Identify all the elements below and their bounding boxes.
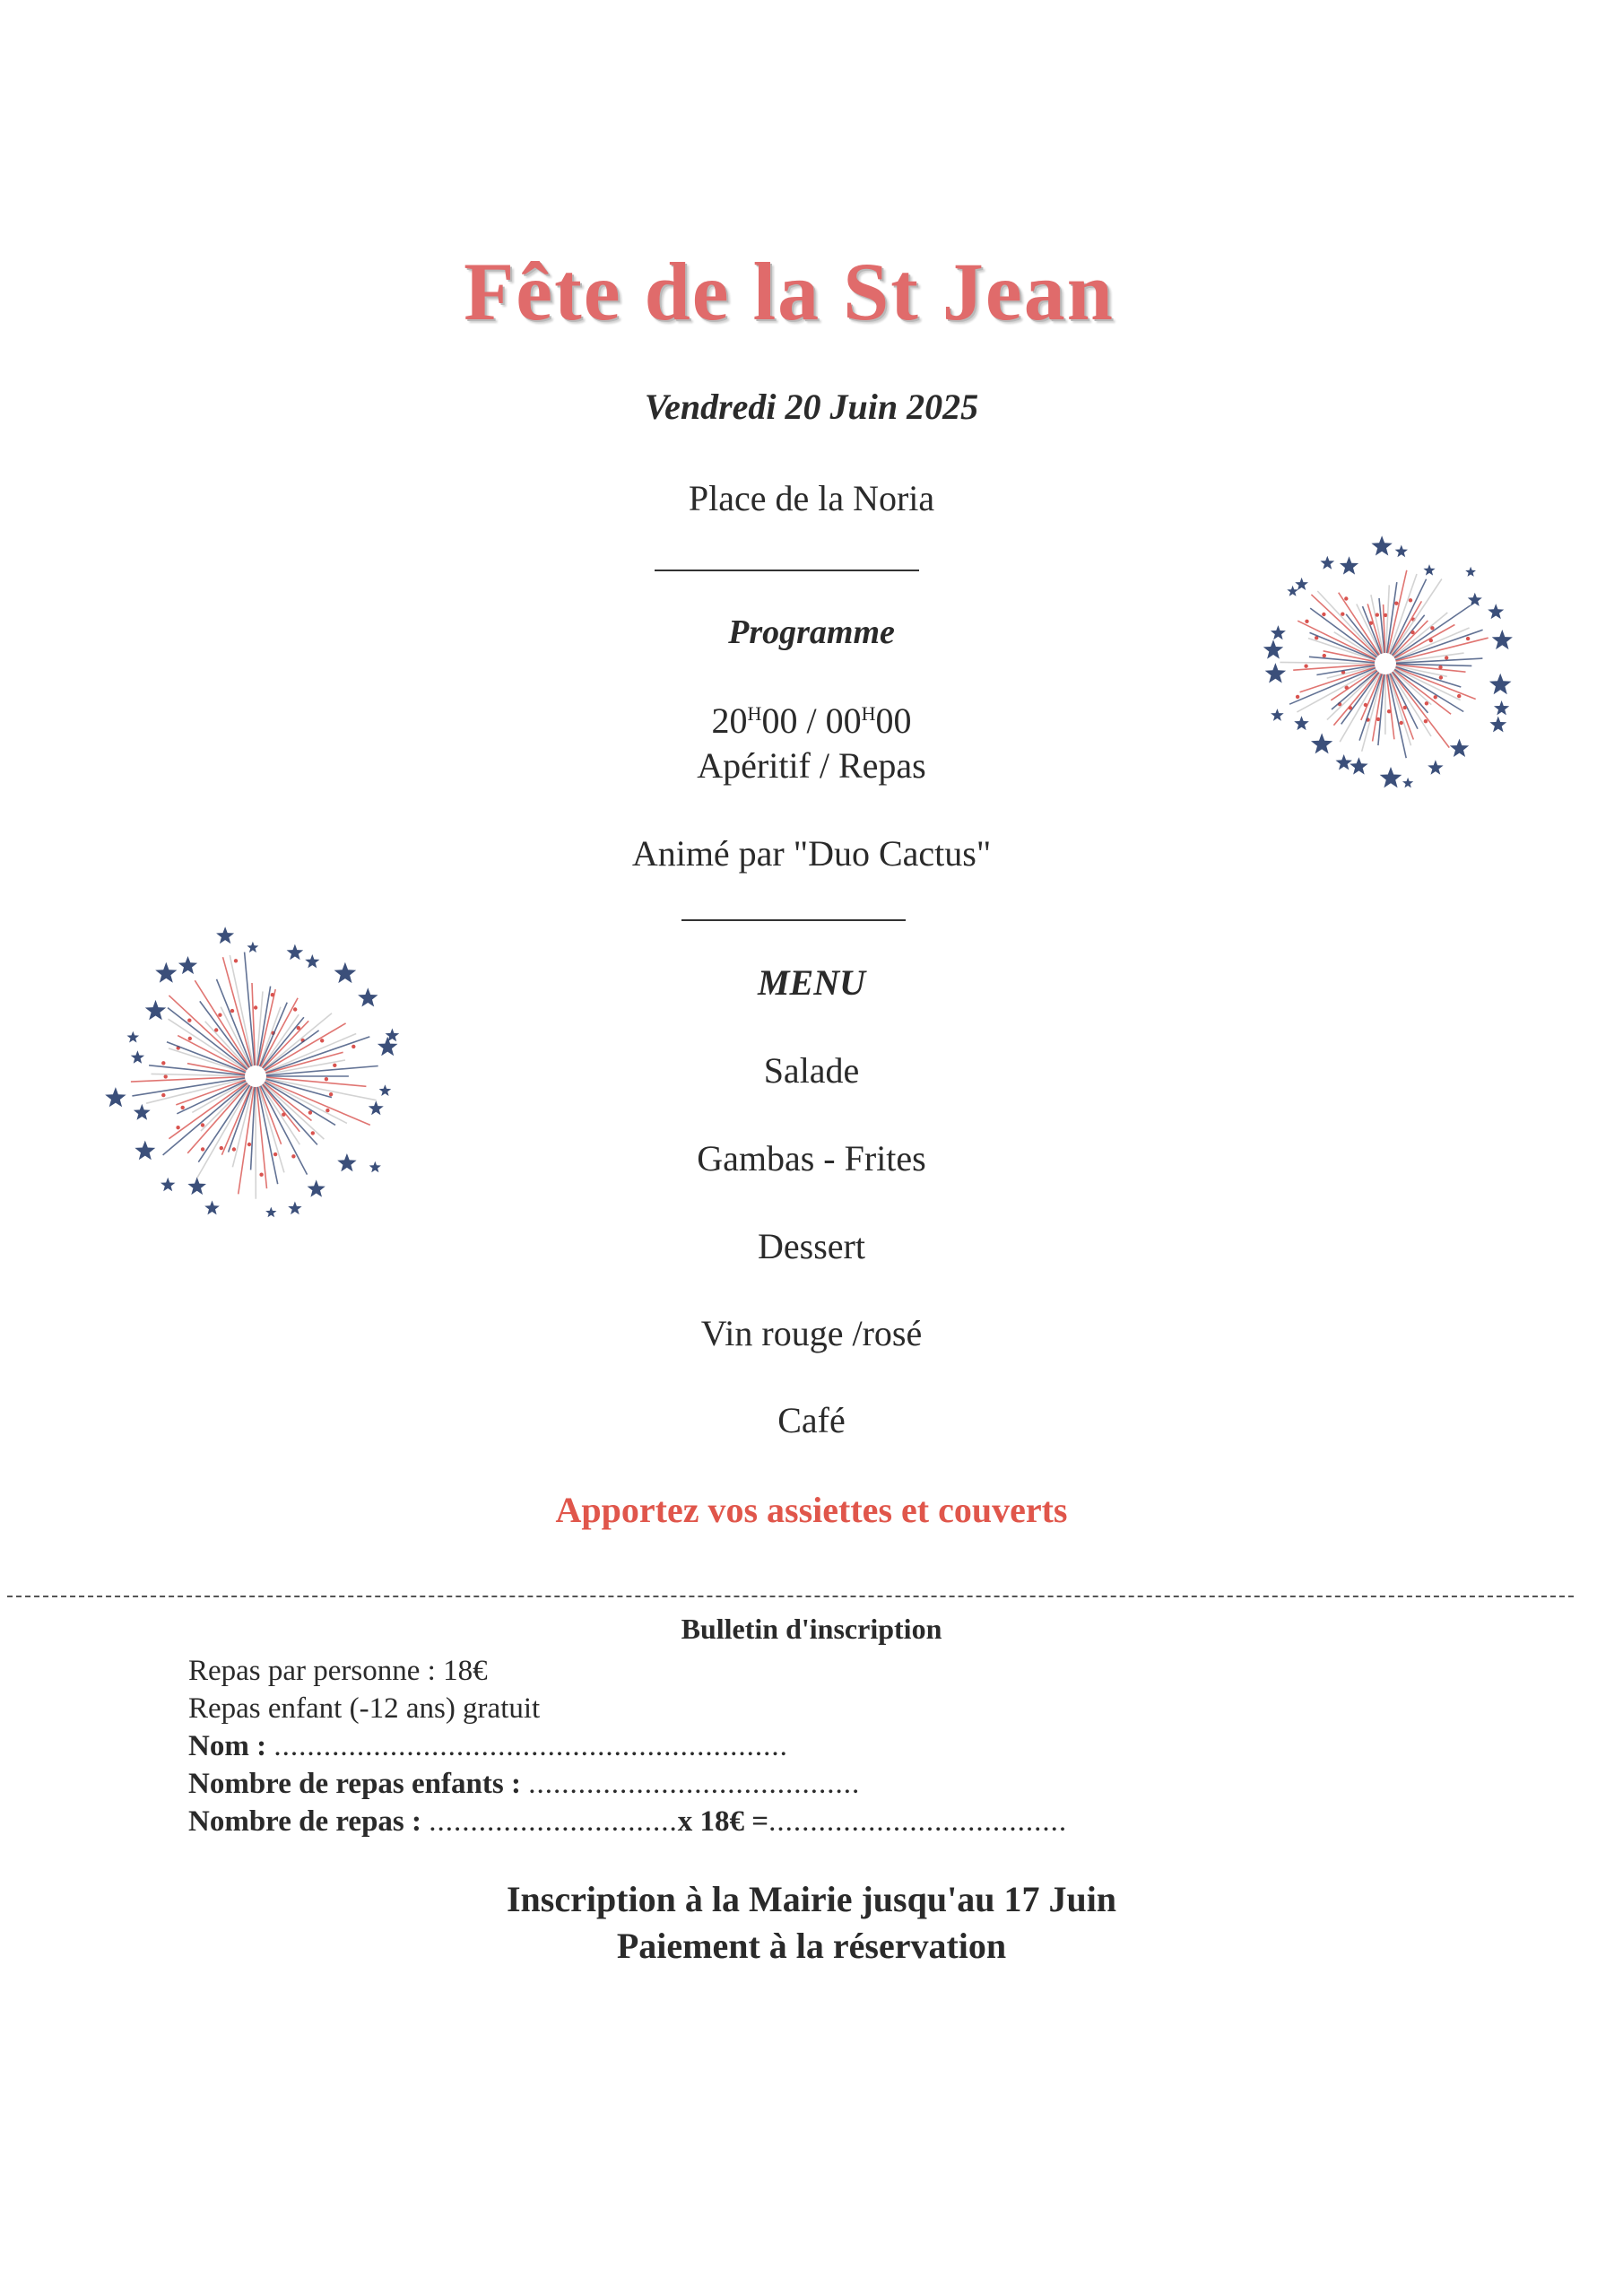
- firework-star: [1287, 586, 1298, 596]
- firework-spark: [254, 1005, 257, 1009]
- firework-star: [145, 1000, 166, 1020]
- firework-spark: [1344, 596, 1348, 600]
- firework-spark: [1466, 637, 1470, 640]
- firework-spark: [161, 1093, 165, 1097]
- name-field[interactable]: [188, 1727, 788, 1765]
- firework-spark: [293, 1007, 297, 1011]
- menu-item: Gambas - Frites: [697, 1138, 926, 1178]
- firework-star: [1271, 709, 1284, 721]
- menu-item: Café: [777, 1400, 846, 1440]
- firework-star: [369, 1161, 381, 1173]
- firework-star: [1294, 716, 1309, 730]
- firework-stars: [1263, 535, 1513, 787]
- firework-star: [1320, 556, 1334, 570]
- firework-spark: [1424, 719, 1428, 723]
- firework-spark: [1403, 706, 1407, 709]
- firework-star: [1494, 700, 1509, 715]
- firework-spark: [188, 1037, 192, 1040]
- firework-spark: [1429, 639, 1433, 642]
- firework-ray: [178, 1036, 246, 1072]
- firework-star: [134, 1104, 151, 1120]
- name-label: Nom :: [188, 1730, 267, 1762]
- meals-field[interactable]: [188, 1803, 1067, 1840]
- firework-star: [265, 1207, 276, 1218]
- firework-star: [1492, 630, 1513, 649]
- firework-spark: [1387, 709, 1391, 713]
- firework-spark: [201, 1147, 204, 1151]
- firework-spark: [1322, 613, 1325, 616]
- notice-bring-plates: Apportez vos assiettes et couverts: [555, 1490, 1068, 1530]
- cut-line: [7, 1596, 1574, 1597]
- firework-star: [178, 956, 197, 974]
- firework-spark: [1341, 613, 1344, 616]
- firework-star: [287, 944, 304, 961]
- firework-spark: [187, 1019, 191, 1022]
- firework-spark: [1434, 695, 1437, 699]
- firework-star: [379, 1084, 392, 1096]
- time-start-min: 00: [761, 700, 798, 741]
- firework-spark: [320, 1039, 324, 1042]
- firework-star: [1371, 535, 1392, 555]
- firework-star: [131, 1050, 144, 1064]
- firework-stars: [105, 926, 399, 1217]
- firework-star: [288, 1202, 301, 1215]
- payment-note: Paiement à la réservation: [616, 1926, 1007, 1966]
- firework-spark: [1296, 695, 1299, 699]
- firework-star: [334, 962, 357, 983]
- divider-line: [681, 919, 906, 921]
- firework-spark: [247, 1143, 251, 1146]
- firework-star: [1263, 639, 1283, 658]
- firework-star: [216, 926, 234, 944]
- firework-spark: [273, 1152, 277, 1156]
- firework-spark: [181, 1106, 185, 1109]
- price-adult: Repas par personne : 18€: [188, 1655, 488, 1687]
- firework-spark: [333, 1064, 336, 1067]
- firework-spark: [1394, 602, 1398, 605]
- firework-spark: [164, 1074, 168, 1078]
- firework-spark: [1457, 694, 1461, 698]
- firework-spark: [1376, 613, 1379, 616]
- firework-rays: [1280, 570, 1488, 758]
- meals-dots: ..............................: [429, 1805, 678, 1838]
- firework-spark: [1430, 626, 1434, 630]
- firework-spark: [161, 1061, 165, 1065]
- fireworks-icon: [85, 906, 426, 1247]
- firework-spark: [308, 1110, 312, 1114]
- children-meals-label: Nombre de repas enfants :: [188, 1768, 521, 1800]
- firework-star: [305, 954, 319, 968]
- menu-item: Dessert: [758, 1226, 865, 1266]
- firework-spark: [1409, 598, 1412, 602]
- firework-spark: [1425, 701, 1428, 705]
- firework-star: [105, 1087, 126, 1107]
- firework-star: [127, 1031, 140, 1043]
- firework-ray: [263, 1021, 308, 1068]
- hour-marker: H: [747, 702, 762, 725]
- firework-spark: [230, 1009, 234, 1013]
- meals-total-dots: ....................................: [768, 1805, 1068, 1838]
- firework-star: [1395, 545, 1408, 558]
- firework-spark: [291, 1154, 295, 1158]
- firework-star: [1428, 760, 1443, 775]
- event-date: Vendredi 20 Juin 2025: [644, 387, 979, 427]
- firework-spark: [311, 1131, 315, 1135]
- time-start-hour: 20: [711, 700, 748, 741]
- time-end-min: 00: [875, 700, 912, 741]
- fireworks-icon: [1237, 516, 1533, 812]
- meals-label: Nombre de repas :: [188, 1805, 422, 1838]
- firework-star: [1311, 733, 1332, 753]
- firework-spark: [1304, 665, 1307, 668]
- firework-star: [1271, 625, 1286, 639]
- firework-star: [358, 987, 378, 1006]
- page-title: Fête de la St Jean: [464, 246, 1115, 337]
- hour-marker: H: [861, 702, 876, 725]
- firework-spark: [1384, 613, 1387, 617]
- registration-deadline: Inscription à la Mairie jusqu'au 17 Juin: [506, 1879, 1117, 1919]
- firework-star: [161, 1178, 175, 1192]
- menu-item: Vin rouge /rosé: [700, 1313, 923, 1353]
- programme-activity: Apéritif / Repas: [697, 745, 926, 786]
- firework-star: [1488, 604, 1504, 619]
- name-dots: ..............................................................: [273, 1730, 788, 1762]
- firework-spark: [176, 1126, 179, 1129]
- firework-ray: [265, 1023, 345, 1071]
- firework-spark: [234, 959, 238, 962]
- firework-spark: [325, 1109, 329, 1112]
- firework-star: [1423, 564, 1435, 576]
- firework-star: [1468, 593, 1482, 606]
- children-meals-dots: ........................................: [528, 1768, 861, 1800]
- meals-multiplier: x 18€ =: [677, 1805, 769, 1838]
- firework-star: [1450, 739, 1469, 757]
- firework-star: [1489, 674, 1512, 694]
- firework-star: [155, 962, 177, 983]
- firework-ray: [265, 1081, 370, 1126]
- firework-spark: [1445, 656, 1448, 659]
- firework-spark: [1439, 675, 1443, 679]
- firework-star: [1350, 757, 1367, 774]
- programme-heading: Programme: [728, 613, 895, 651]
- firework-star: [337, 1153, 356, 1171]
- firework-spark: [282, 1113, 285, 1117]
- firework-star: [1465, 567, 1476, 577]
- firework-spark: [1364, 703, 1367, 707]
- firework-star: [1340, 556, 1358, 574]
- bulletin-heading: Bulletin d'inscription: [681, 1613, 942, 1645]
- firework-star: [187, 1178, 206, 1196]
- firework-star: [1380, 767, 1402, 787]
- firework-ray: [1280, 662, 1375, 663]
- firework-spark: [201, 1123, 204, 1126]
- programme-entertainment: Animé par "Duo Cactus": [631, 833, 992, 874]
- firework-spark: [259, 1173, 263, 1177]
- firework-star: [1402, 778, 1413, 788]
- firework-star: [135, 1141, 155, 1161]
- firework-star: [204, 1201, 220, 1215]
- menu-item: Salade: [763, 1050, 860, 1091]
- price-child: Repas enfant (-12 ans) gratuit: [188, 1692, 541, 1725]
- time-separator: /: [797, 700, 826, 741]
- firework-star: [308, 1179, 325, 1196]
- firework-star: [1489, 717, 1506, 733]
- firework-spark: [1305, 620, 1308, 623]
- divider-line: [655, 570, 919, 571]
- firework-star: [1265, 663, 1286, 683]
- event-place: Place de la Noria: [688, 478, 935, 518]
- firework-spark: [1323, 654, 1326, 657]
- firework-star: [369, 1100, 384, 1115]
- firework-star: [1295, 578, 1308, 590]
- firework-spark: [325, 1077, 328, 1081]
- firework-spark: [214, 1028, 218, 1031]
- menu-heading: MENU: [757, 962, 866, 1003]
- firework-spark: [232, 1147, 236, 1151]
- firework-star: [247, 942, 259, 952]
- time-end-hour: 00: [825, 700, 862, 741]
- firework-star: [1336, 754, 1352, 770]
- children-meals-field[interactable]: [188, 1765, 860, 1803]
- firework-spark: [220, 1146, 223, 1150]
- firework-spark: [352, 1045, 355, 1048]
- firework-spark: [329, 1092, 333, 1096]
- firework-spark: [1400, 721, 1403, 725]
- firework-spark: [218, 1013, 221, 1017]
